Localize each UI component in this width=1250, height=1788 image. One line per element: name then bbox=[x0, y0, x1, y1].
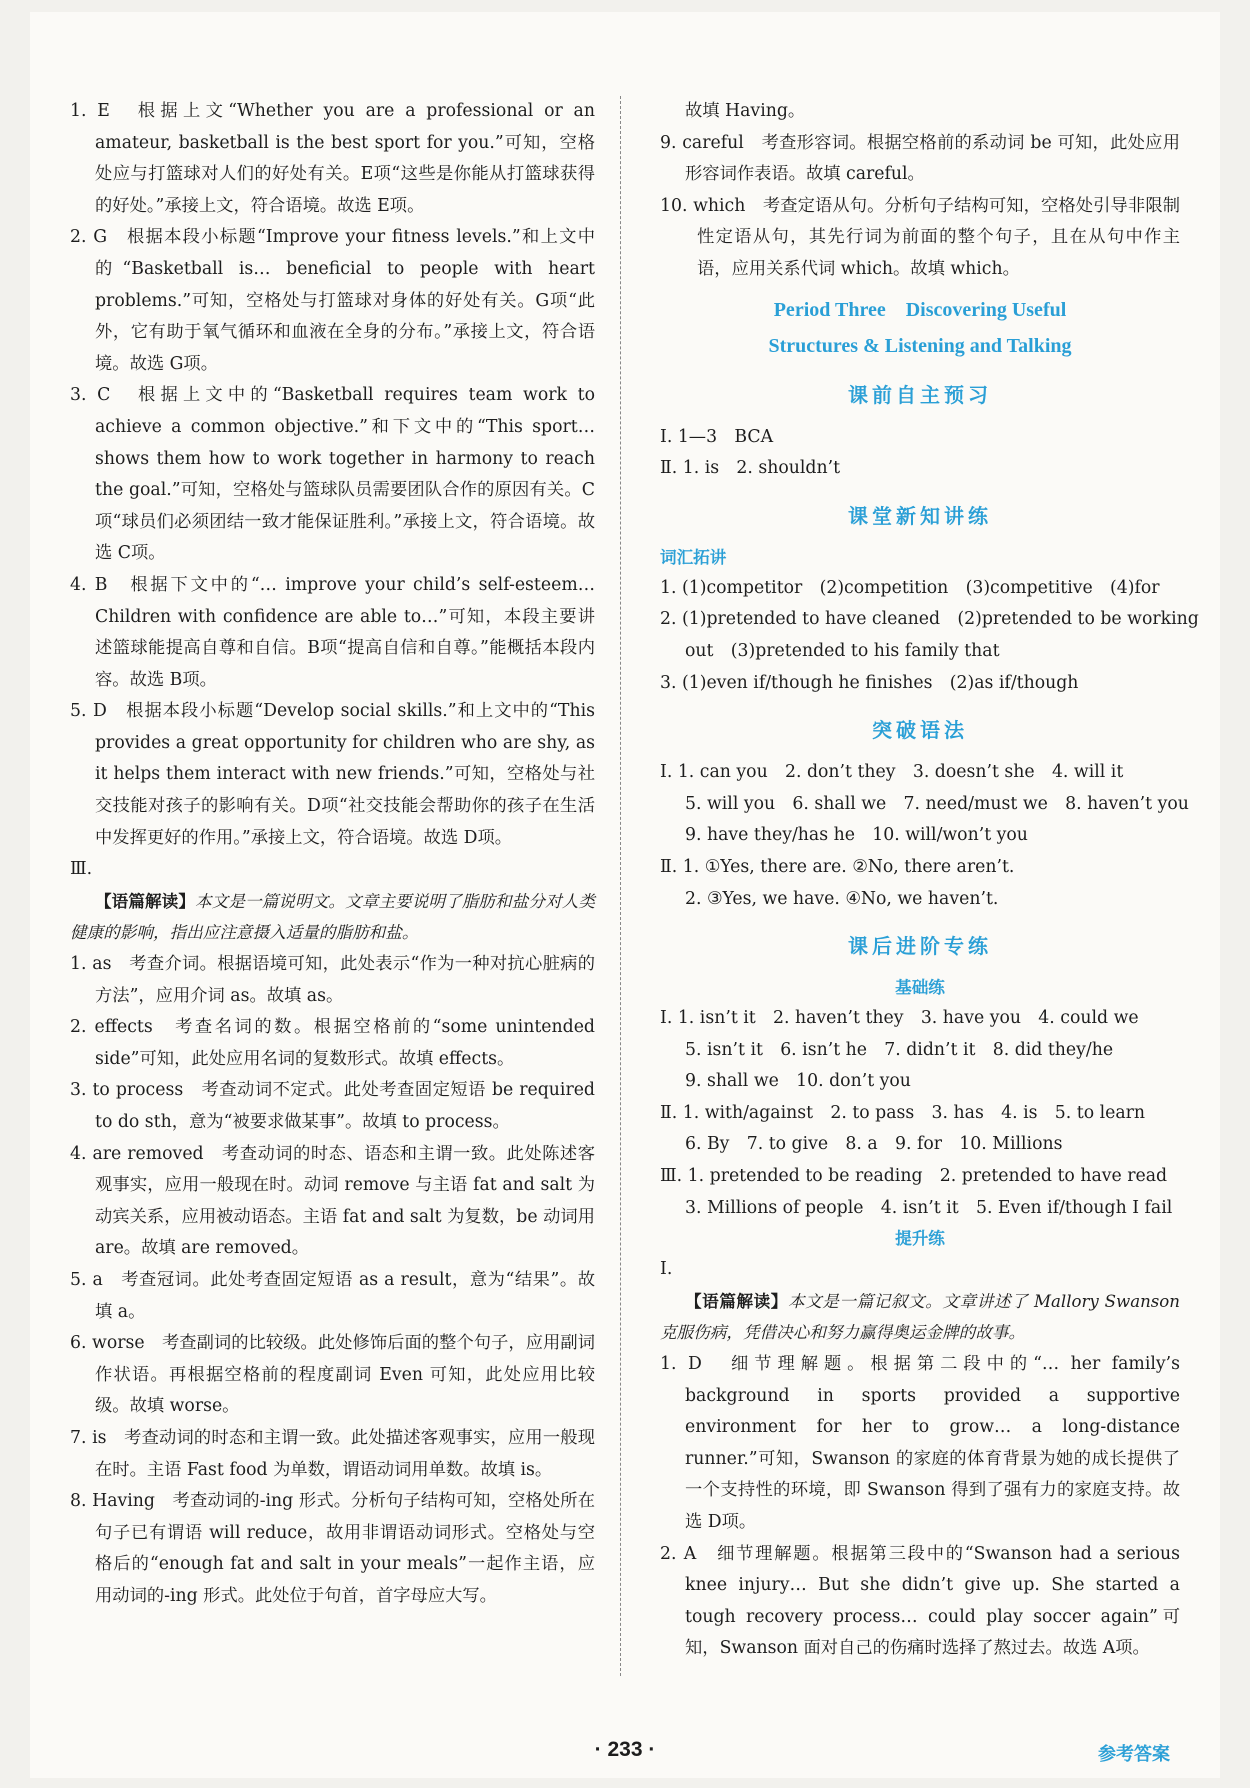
reading-label: 【语篇解读】 bbox=[95, 890, 196, 911]
reading-text-2: 本文是一篇记叙文。文章讲述了 Mallory Swanson 克服伤病，凭借决心和努力赢得奥运金牌的故事。 bbox=[660, 1291, 1180, 1343]
grammar-answer-4: 4. are removed 考查动词的时态、语态和主谓一致。此处陈述客观事实，应用一般现在时。动词 remove 与主语 fat and salt 为动宾关系，应用被动语态。主语 fat and salt 为复数，be 动词用 are。故填 are removed。 bbox=[70, 1143, 595, 1259]
reading-interpretation-2 bbox=[660, 1286, 1180, 1349]
basic-line-6: Ⅲ. 1. pretended to be reading 2. pretended to have read bbox=[660, 1166, 1168, 1187]
advanced-answer-1: 1. D 细节理解题。根据第二段中的“… her family’s background in sports provided a supportive environment for her to grow… a long-distance runner.”可知，Swanson 的家庭的体育背景为她的成长提供了一个支持性的环境，即 Swanson 得到了强有力的家庭支持。故选 D项。 bbox=[660, 1354, 1180, 1532]
grammar-answer-10: 10. which 考查定语从句。分析句子结构可知，空格处引导非限制性定语从句，其先行词为前面的整个句子，且在从句中作主语，应用关系代词 which。故填 which。 bbox=[660, 195, 1180, 279]
advanced-practice-heading: 提升练 bbox=[895, 1229, 945, 1249]
section-preview-heading: 课前自主预习 bbox=[848, 382, 992, 407]
grammar-answer-3: 3. to process 考查动词不定式。此处考查固定短语 be required to do sth，意为“被要求做某事”。故填 to process。 bbox=[70, 1080, 595, 1132]
reading-text: 本文是一篇说明文。文章主要说明了脂肪和盐分对人类健康的影响，指出应注意摄入适量的脂肪和盐。 bbox=[70, 891, 595, 943]
grammar-answer-8: 8. Having 考查动词的-ing 形式。分析句子结构可知，空格处所在句子已有谓语 will reduce，故用非谓语动词形式。空格处与空格后的“enough fat and salt in your meals”一起作主语，应用动词的-ing 形式。此处位于句首，首字母应大写。 bbox=[70, 1491, 595, 1606]
vocab-line-1: 1. (1)competitor (2)competition (3)competitive (4)for bbox=[660, 577, 1160, 598]
answer-3: 3. C 根据上文中的“Basketball requires team work to achieve a common objective.”和下文中的“This sport… shows them how to work together in harmony to reach the goal.”可知，空格处与篮球队员需要团队合作的原因有关。C项“球员们必须团结一致才能保证胜利。”承接上文，符合语境。故选 C项。 bbox=[70, 385, 595, 564]
basic-line-2: 5. isn’t it 6. isn’t he 7. didn’t it 8. did they/he bbox=[685, 1039, 1114, 1060]
preview-line-2: Ⅱ. 1. is 2. shouldn’t bbox=[660, 458, 841, 479]
grammar-line-4: Ⅱ. 1. ①Yes, there are. ②No, there aren’t. bbox=[660, 856, 1015, 877]
reading-label-2: 【语篇解读】 bbox=[685, 1290, 788, 1311]
basic-line-1: Ⅰ. 1. isn’t it 2. haven’t they 3. have you 4. could we bbox=[660, 1008, 1139, 1029]
vocab-line-3: out (3)pretended to his family that bbox=[685, 640, 1000, 661]
footer-label: 参考答案 bbox=[1098, 1744, 1170, 1765]
section-after-heading: 课后进阶专练 bbox=[848, 934, 992, 959]
advanced-answer-2: 2. A 细节理解题。根据第三段中的“Swanson had a serious knee injury… But she didn’t give up. She started a tough recovery process… could play soccer again”可知，Swanson 面对自己的伤痛时选择了熬过去。故选 A项。 bbox=[660, 1543, 1180, 1659]
section-3-label: Ⅲ. bbox=[70, 859, 93, 880]
continuation-text: 故填 Having。 bbox=[685, 101, 806, 121]
preview-line-1: Ⅰ. 1—3 BCA bbox=[660, 426, 774, 447]
basic-line-7: 3. Millions of people 4. isn’t it 5. Even if/though I fail bbox=[685, 1197, 1173, 1218]
grammar-answer-2: 2. effects 考查名词的数。根据空格前的“some unintended side”可知，此处应用名词的复数形式。故填 effects。 bbox=[70, 1017, 595, 1069]
grammar-answer-5: 5. a 考查冠词。此处考查固定短语 as a result，意为“结果”。故填 a。 bbox=[70, 1269, 595, 1322]
grammar-heading: 突破语法 bbox=[872, 718, 968, 743]
grammar-line-1: Ⅰ. 1. can you 2. don’t they 3. doesn’t she 4. will it bbox=[660, 762, 1124, 783]
answer-1: 1. E 根据上文“Whether you are a professional or an amateur, basketball is the best sport for you.”可知，空格处应与打篮球对人们的好处有关。E项“这些是你能从打篮球获得的好处。”承接上文，符合语境。故选 E项。 bbox=[70, 101, 595, 216]
grammar-answer-9: 9. careful 考查形容词。根据空格前的系动词 be 可知，此处应用形容词作表语。故填 careful。 bbox=[660, 132, 1180, 185]
advanced-roman-label: Ⅰ. bbox=[660, 1259, 673, 1280]
grammar-answer-6: 6. worse 考查副词的比较级。此处修饰后面的整个句子，应用副词作状语。再根据空格前的程度副词 Even 可知，此处应用比较级。故填 worse。 bbox=[70, 1333, 595, 1417]
page-number: · 233 · bbox=[594, 1738, 656, 1761]
grammar-answer-1: 1. as 考查介词。根据语境可知，此处表示“作为一种对抗心脏病的方法”，应用介词 as。故填 as。 bbox=[70, 954, 595, 1006]
basic-line-3: 9. shall we 10. don’t you bbox=[685, 1071, 911, 1092]
vocab-line-2: 2. (1)pretended to have cleaned (2)pretended to be working bbox=[660, 609, 1199, 630]
section-class-heading: 课堂新知讲练 bbox=[848, 503, 992, 528]
period-title-line2: Structures & Listening and Talking bbox=[768, 334, 1072, 357]
grammar-line-5: 2. ③Yes, we have. ④No, we haven’t. bbox=[685, 888, 999, 909]
answer-2: 2. G 根据本段小标题“Improve your fitness levels.”和上文中的“Basketball is… beneficial to people with heart problems.”可知，空格处与打篮球对身体的好处有关。G项“此外，它有助于氧气循环和血液在全身的分布。”承接上文，符合语境。故选 G项。 bbox=[70, 227, 595, 374]
grammar-line-2: 5. will you 6. shall we 7. need/must we 8. haven’t you bbox=[685, 793, 1189, 814]
basic-line-4: Ⅱ. 1. with/against 2. to pass 3. has 4. is 5. to learn bbox=[660, 1102, 1146, 1123]
reading-interpretation bbox=[70, 886, 595, 949]
basic-line-5: 6. By 7. to give 8. a 9. for 10. Millions bbox=[685, 1134, 1063, 1155]
vocab-line-4: 3. (1)even if/though he finishes (2)as if/though bbox=[660, 672, 1079, 693]
grammar-line-3: 9. have they/has he 10. will/won’t you bbox=[685, 825, 1028, 846]
column-divider bbox=[620, 96, 621, 1676]
right-column bbox=[660, 96, 1199, 1665]
basic-practice-heading: 基础练 bbox=[895, 978, 945, 998]
vocab-heading: 词汇拓讲 bbox=[660, 547, 727, 567]
answer-5: 5. D 根据本段小标题“Develop social skills.”和上文中的“This provides a great opportunity for children who are shy, as it helps them interact with new friends.”可知，空格处与社交技能对孩子的影响有关。D项“社交技能会帮助你的孩子在生活中发挥更好的作用。”承接上文，符合语境。故选 D项。 bbox=[70, 701, 595, 848]
answer-4: 4. B 根据下文中的“… improve your child’s self-esteem… Children with confidence are able to…”可知，本段主要讲述篮球能提高自尊和自信。B项“提高自信和自尊。”能概括本段内容。故选 B项。 bbox=[70, 574, 595, 690]
left-column bbox=[70, 96, 595, 1613]
grammar-answer-7: 7. is 考查动词的时态和主谓一致。此处描述客观事实，应用一般现在时。主语 Fast food 为单数，谓语动词用单数。故填 is。 bbox=[70, 1427, 595, 1480]
period-title bbox=[660, 292, 1180, 364]
period-title-line1: Period Three Discovering Useful bbox=[773, 298, 1067, 321]
